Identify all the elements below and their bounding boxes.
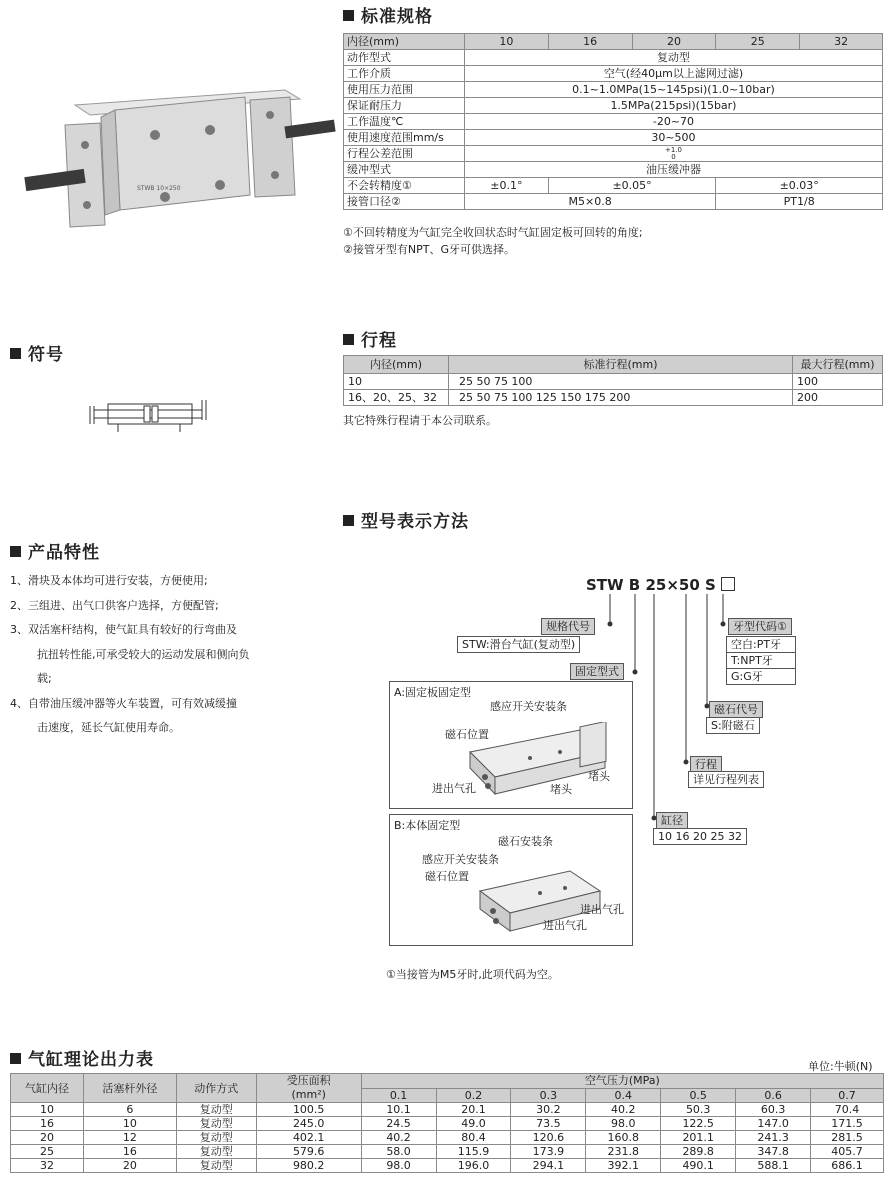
spec-row <box>344 194 883 210</box>
force-cell: 49.0 <box>436 1117 511 1131</box>
force-cell: 98.0 <box>586 1117 661 1131</box>
force-cell: 10 <box>11 1103 84 1117</box>
force-cell: 80.4 <box>436 1131 511 1145</box>
stroke-note: 其它特殊行程请于本公司联系。 <box>343 414 497 427</box>
spec-value: ±0.03° <box>716 178 883 194</box>
spec-row <box>344 50 883 66</box>
force-header-bore: 气缸内径 <box>11 1074 84 1103</box>
feature-item: 抗扭转性能,可承受较大的运动发展和侧向负 <box>37 647 250 661</box>
spec-value: ±0.1° <box>464 178 548 194</box>
spec-row <box>344 146 883 162</box>
spec-header-cell: 20 <box>632 34 716 50</box>
box-b-title: B:本体固定型 <box>394 819 461 832</box>
spec-row <box>344 178 883 194</box>
force-header-area: 受压面积 (mm²) <box>256 1074 361 1103</box>
box-b-label: 进出气孔 <box>543 919 587 932</box>
spec-value: 0.1~1.0MPa(15~145psi)(1.0~10bar) <box>464 82 882 98</box>
force-cell: 20 <box>11 1131 84 1145</box>
force-header-rod: 活塞杆外径 <box>83 1074 176 1103</box>
force-cell: 30.2 <box>511 1103 586 1117</box>
force-cell: 12 <box>83 1131 176 1145</box>
force-cell: 115.9 <box>436 1145 511 1159</box>
box-b-label: 磁石安装条 <box>498 835 553 848</box>
force-cell: 347.8 <box>736 1145 811 1159</box>
force-cell: 98.0 <box>361 1159 436 1173</box>
feature-item: 1、滑块及本体均可进行安装，方便使用; <box>10 574 208 587</box>
fixed-type-label: 固定型式 <box>570 663 624 680</box>
force-row <box>11 1145 884 1159</box>
force-cell: 245.0 <box>256 1117 361 1131</box>
force-cell: 复动型 <box>176 1145 256 1159</box>
force-cell: 60.3 <box>736 1103 811 1117</box>
box-a-label: 堵头 <box>588 770 610 783</box>
box-b-label: 进出气孔 <box>580 903 624 916</box>
spec-label: 接管口径② <box>344 194 465 210</box>
spec-title: 标准规格 <box>343 2 433 27</box>
force-cell: 120.6 <box>511 1131 586 1145</box>
force-cell: 25 <box>11 1145 84 1159</box>
force-cell: 10 <box>83 1117 176 1131</box>
tolerance-lower: 0 <box>671 152 676 161</box>
force-row <box>11 1103 884 1117</box>
force-cell: 980.2 <box>256 1159 361 1173</box>
force-cell: 70.4 <box>811 1103 884 1117</box>
spec-header-cell: 10 <box>464 34 548 50</box>
spec-header-cell: 25 <box>716 34 800 50</box>
stroke-cell: 25 50 75 100 <box>448 374 792 390</box>
force-cell: 201.1 <box>661 1131 736 1145</box>
feature-item: 击速度，延长气缸使用寿命。 <box>37 721 180 734</box>
spec-header-cell: 16 <box>548 34 632 50</box>
spec-value: 30~500 <box>464 130 882 146</box>
pressure-cell: 0.1 <box>361 1088 436 1103</box>
stroke-header-cell: 内径(mm) <box>344 356 449 374</box>
force-title: 气缸理论出力表 <box>10 1045 154 1070</box>
pressure-cell: 0.3 <box>511 1088 586 1103</box>
spec-value: 复动型 <box>464 50 882 66</box>
force-cell: 32 <box>11 1159 84 1173</box>
force-header-mode: 动作方式 <box>176 1074 256 1103</box>
force-cell: 50.3 <box>661 1103 736 1117</box>
force-header-pressure: 空气压力(MPa) <box>361 1074 883 1089</box>
spec-label: 行程公差范围 <box>344 146 465 162</box>
cylinder-symbol <box>88 398 213 434</box>
stroke-cell: 200 <box>793 390 883 406</box>
stroke-cell: 10 <box>344 374 449 390</box>
force-cell: 490.1 <box>661 1159 736 1173</box>
force-row <box>11 1131 884 1145</box>
force-cell: 402.1 <box>256 1131 361 1145</box>
box-a-title: A:固定板固定型 <box>394 686 472 699</box>
spec-value: 空气(经40μm以上滤网过滤) <box>464 66 882 82</box>
pressure-cell: 0.5 <box>661 1088 736 1103</box>
spec-value: M5×0.8 <box>464 194 715 210</box>
box-a-label: 堵头 <box>550 783 572 796</box>
force-cell: 392.1 <box>586 1159 661 1173</box>
features-list <box>10 569 330 741</box>
force-cell: 复动型 <box>176 1159 256 1173</box>
thread-option: T:NPT牙 <box>726 652 796 668</box>
force-row <box>11 1117 884 1131</box>
fixed-type-b-box <box>389 814 633 946</box>
force-cell: 294.1 <box>511 1159 586 1173</box>
force-cell: 20 <box>83 1159 176 1173</box>
spec-note: ②接管牙型有NPT、G牙可供选择。 <box>343 243 515 256</box>
symbol-title: 符号 <box>10 340 64 365</box>
fixed-type-a-box <box>389 681 633 809</box>
box-a-label: 磁石位置 <box>445 728 489 741</box>
force-cell: 73.5 <box>511 1117 586 1131</box>
spec-label: 不会转精度① <box>344 178 465 194</box>
spec-code-label: 规格代号 <box>541 618 595 635</box>
spec-header-cell: 内径(mm) <box>344 34 465 50</box>
force-cell: 6 <box>83 1103 176 1117</box>
spec-row <box>344 130 883 146</box>
force-cell: 231.8 <box>586 1145 661 1159</box>
spec-label: 使用速度范围mm/s <box>344 130 465 146</box>
box-a-label: 感应开关安装条 <box>490 700 567 713</box>
force-row <box>11 1159 884 1173</box>
pressure-cell: 0.7 <box>811 1088 884 1103</box>
spec-row <box>344 114 883 130</box>
svg-text:STWB 10×250: STWB 10×250 <box>137 185 181 192</box>
product-image <box>5 85 345 245</box>
model-title: 型号表示方法 <box>343 507 469 532</box>
stroke-row <box>344 374 883 390</box>
spec-label: 工作介质 <box>344 66 465 82</box>
spec-value: ±0.05° <box>548 178 716 194</box>
pressure-cell: 0.6 <box>736 1088 811 1103</box>
force-cell: 100.5 <box>256 1103 361 1117</box>
stroke-table <box>343 355 883 406</box>
force-cell: 16 <box>11 1117 84 1131</box>
tolerance-upper: +1.0 <box>664 145 682 154</box>
spec-code-value: STW:滑台气缸(复动型) <box>457 636 580 653</box>
thread-options <box>726 636 796 685</box>
bore-code-value: 10 16 20 25 32 <box>653 828 747 845</box>
force-unit: 单位:牛顿(N) <box>808 1060 873 1073</box>
spec-table <box>343 33 883 210</box>
stroke-header-row <box>344 356 883 374</box>
force-cell: 58.0 <box>361 1145 436 1159</box>
force-cell: 686.1 <box>811 1159 884 1173</box>
spec-header-cell: 32 <box>800 34 883 50</box>
stroke-cell: 100 <box>793 374 883 390</box>
force-body <box>11 1103 884 1173</box>
force-cell: 10.1 <box>361 1103 436 1117</box>
force-cell: 579.6 <box>256 1145 361 1159</box>
spec-label: 使用压力范围 <box>344 82 465 98</box>
model-footnote: ①当接管为M5牙时,此项代码为空。 <box>386 968 559 981</box>
force-cell: 16 <box>83 1145 176 1159</box>
bore-code-label: 缸径 <box>656 812 688 829</box>
force-cell: 24.5 <box>361 1117 436 1131</box>
pressure-cell: 0.4 <box>586 1088 661 1103</box>
model-code: STW B 25×50 S <box>586 576 735 594</box>
thread-option: G:G牙 <box>726 668 796 685</box>
magnet-code-value: S:附磁石 <box>706 717 760 734</box>
spec-label: 动作型式 <box>344 50 465 66</box>
force-header-row <box>11 1074 884 1089</box>
force-cell: 196.0 <box>436 1159 511 1173</box>
box-b-label: 磁石位置 <box>425 870 469 883</box>
thread-code-box <box>721 577 735 591</box>
features-title: 产品特性 <box>10 538 100 563</box>
force-cell: 241.3 <box>736 1131 811 1145</box>
stroke-cell: 25 50 75 100 125 150 175 200 <box>448 390 792 406</box>
force-cell: 122.5 <box>661 1117 736 1131</box>
force-cell: 复动型 <box>176 1117 256 1131</box>
spec-label: 保证耐压力 <box>344 98 465 114</box>
stroke-code-label: 行程 <box>690 756 722 773</box>
feature-item: 载; <box>37 672 52 685</box>
spec-header-row <box>344 34 883 50</box>
force-table <box>10 1073 884 1173</box>
spec-row <box>344 66 883 82</box>
force-cell: 40.2 <box>361 1131 436 1145</box>
spec-value: -20~70 <box>464 114 882 130</box>
feature-item: 2、三组进、出气口供客户选择，方便配管; <box>10 598 219 612</box>
stroke-header-cell: 标准行程(mm) <box>448 356 792 374</box>
spec-value: 油压缓冲器 <box>464 162 882 178</box>
stroke-cell: 16、20、25、32 <box>344 390 449 406</box>
stroke-code-value: 详见行程列表 <box>688 771 764 788</box>
force-cell: 复动型 <box>176 1131 256 1145</box>
force-cell: 588.1 <box>736 1159 811 1173</box>
box-a-label: 进出气孔 <box>432 782 476 795</box>
spec-note: ①不回转精度为气缸完全收回状态时气缸固定板可回转的角度; <box>343 226 643 239</box>
thread-code-label: 牙型代码① <box>728 618 792 635</box>
spec-value: 1.5MPa(215psi)(15bar) <box>464 98 882 114</box>
force-cell: 20.1 <box>436 1103 511 1117</box>
stroke-header-cell: 最大行程(mm) <box>793 356 883 374</box>
force-cell: 171.5 <box>811 1117 884 1131</box>
force-cell: 160.8 <box>586 1131 661 1145</box>
feature-item: 4、自带油压缓冲器等火车装置，可有效减缓撞 <box>10 696 237 710</box>
stroke-row <box>344 390 883 406</box>
spec-row <box>344 162 883 178</box>
force-cell: 281.5 <box>811 1131 884 1145</box>
spec-row <box>344 98 883 114</box>
magnet-code-label: 磁石代号 <box>709 701 763 718</box>
pressure-cell: 0.2 <box>436 1088 511 1103</box>
stroke-title: 行程 <box>343 326 397 351</box>
spec-row <box>344 82 883 98</box>
force-cell: 40.2 <box>586 1103 661 1117</box>
box-b-label: 感应开关安装条 <box>422 853 499 866</box>
spec-label: 缓冲型式 <box>344 162 465 178</box>
force-cell: 147.0 <box>736 1117 811 1131</box>
spec-label: 工作温度℃ <box>344 114 465 130</box>
thread-option: 空白:PT牙 <box>726 636 796 652</box>
force-cell: 405.7 <box>811 1145 884 1159</box>
force-cell: 173.9 <box>511 1145 586 1159</box>
force-cell: 复动型 <box>176 1103 256 1117</box>
feature-item: 3、双活塞杆结构，使气缸具有较好的行弯曲及 <box>10 623 237 636</box>
force-cell: 289.8 <box>661 1145 736 1159</box>
spec-value: PT1/8 <box>716 194 883 210</box>
spec-value <box>464 146 882 162</box>
